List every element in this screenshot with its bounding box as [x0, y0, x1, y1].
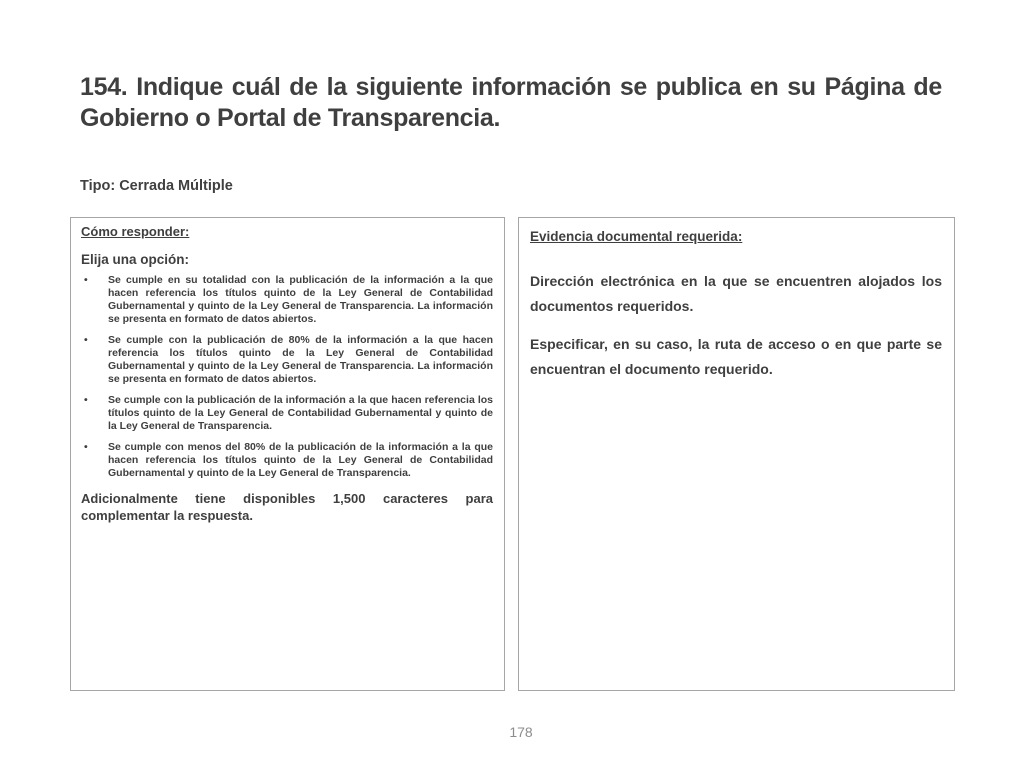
how-to-answer-heading: Cómo responder:	[81, 224, 190, 239]
answer-option	[81, 394, 493, 433]
additional-characters-note: Adicionalmente tiene disponibles 1,500 caracteres para complementar la respuesta.	[81, 491, 493, 523]
evidence-paragraph: Dirección electrónica en la que se encuentren alojados los documentos requeridos.	[530, 273, 942, 314]
answer-option	[81, 274, 493, 326]
bullet-icon: •	[84, 274, 88, 286]
required-evidence-heading: Evidencia documental requerida:	[530, 229, 743, 244]
answer-option-text: Se cumple con la publicación de 80% de la información a la que hacen referencia los títulos quinto de la Ley General de Contabilidad Gubernamental y quinto de la Ley General de Transparencia. La información se presenta en formato de datos abiertos.	[108, 334, 493, 385]
page-number: 178	[509, 724, 533, 740]
required-evidence-panel	[518, 217, 955, 691]
how-to-answer-panel	[70, 217, 505, 691]
answer-option-text: Se cumple con la publicación de la información a la que hacen referencia los títulos quinto de la Ley General de Contabilidad Gubernamental y quinto de la Ley General de Transparencia.	[108, 394, 493, 432]
answer-option	[81, 441, 493, 480]
question-type: Tipo: Cerrada Múltiple	[80, 178, 233, 194]
answer-option-text: Se cumple con menos del 80% de la publicación de la información a la que hacen referencia los títulos quinto de la Ley General de Contabilidad Gubernamental y quinto de la Ley General de Transparencia.	[108, 441, 493, 479]
bullet-icon: •	[84, 394, 88, 406]
question-title: 154. Indique cuál de la siguiente información se publica en su Página de Gobierno o Portal de Transparencia.	[80, 73, 942, 132]
answer-option	[81, 334, 493, 386]
answer-option-text: Se cumple en su totalidad con la publicación de la información a la que hacen referencia los títulos quinto de la Ley General de Contabilidad Gubernamental y quinto de la Ley General de Transparencia. La información se presenta en formato de datos abiertos.	[108, 274, 493, 325]
evidence-paragraph: Especificar, en su caso, la ruta de acceso o en que parte se encuentran el documento requerido.	[530, 336, 942, 377]
bullet-icon: •	[84, 441, 88, 453]
bullet-icon: •	[84, 334, 88, 346]
answer-options-list	[81, 274, 493, 480]
choose-option-label: Elija una opción:	[81, 252, 190, 267]
